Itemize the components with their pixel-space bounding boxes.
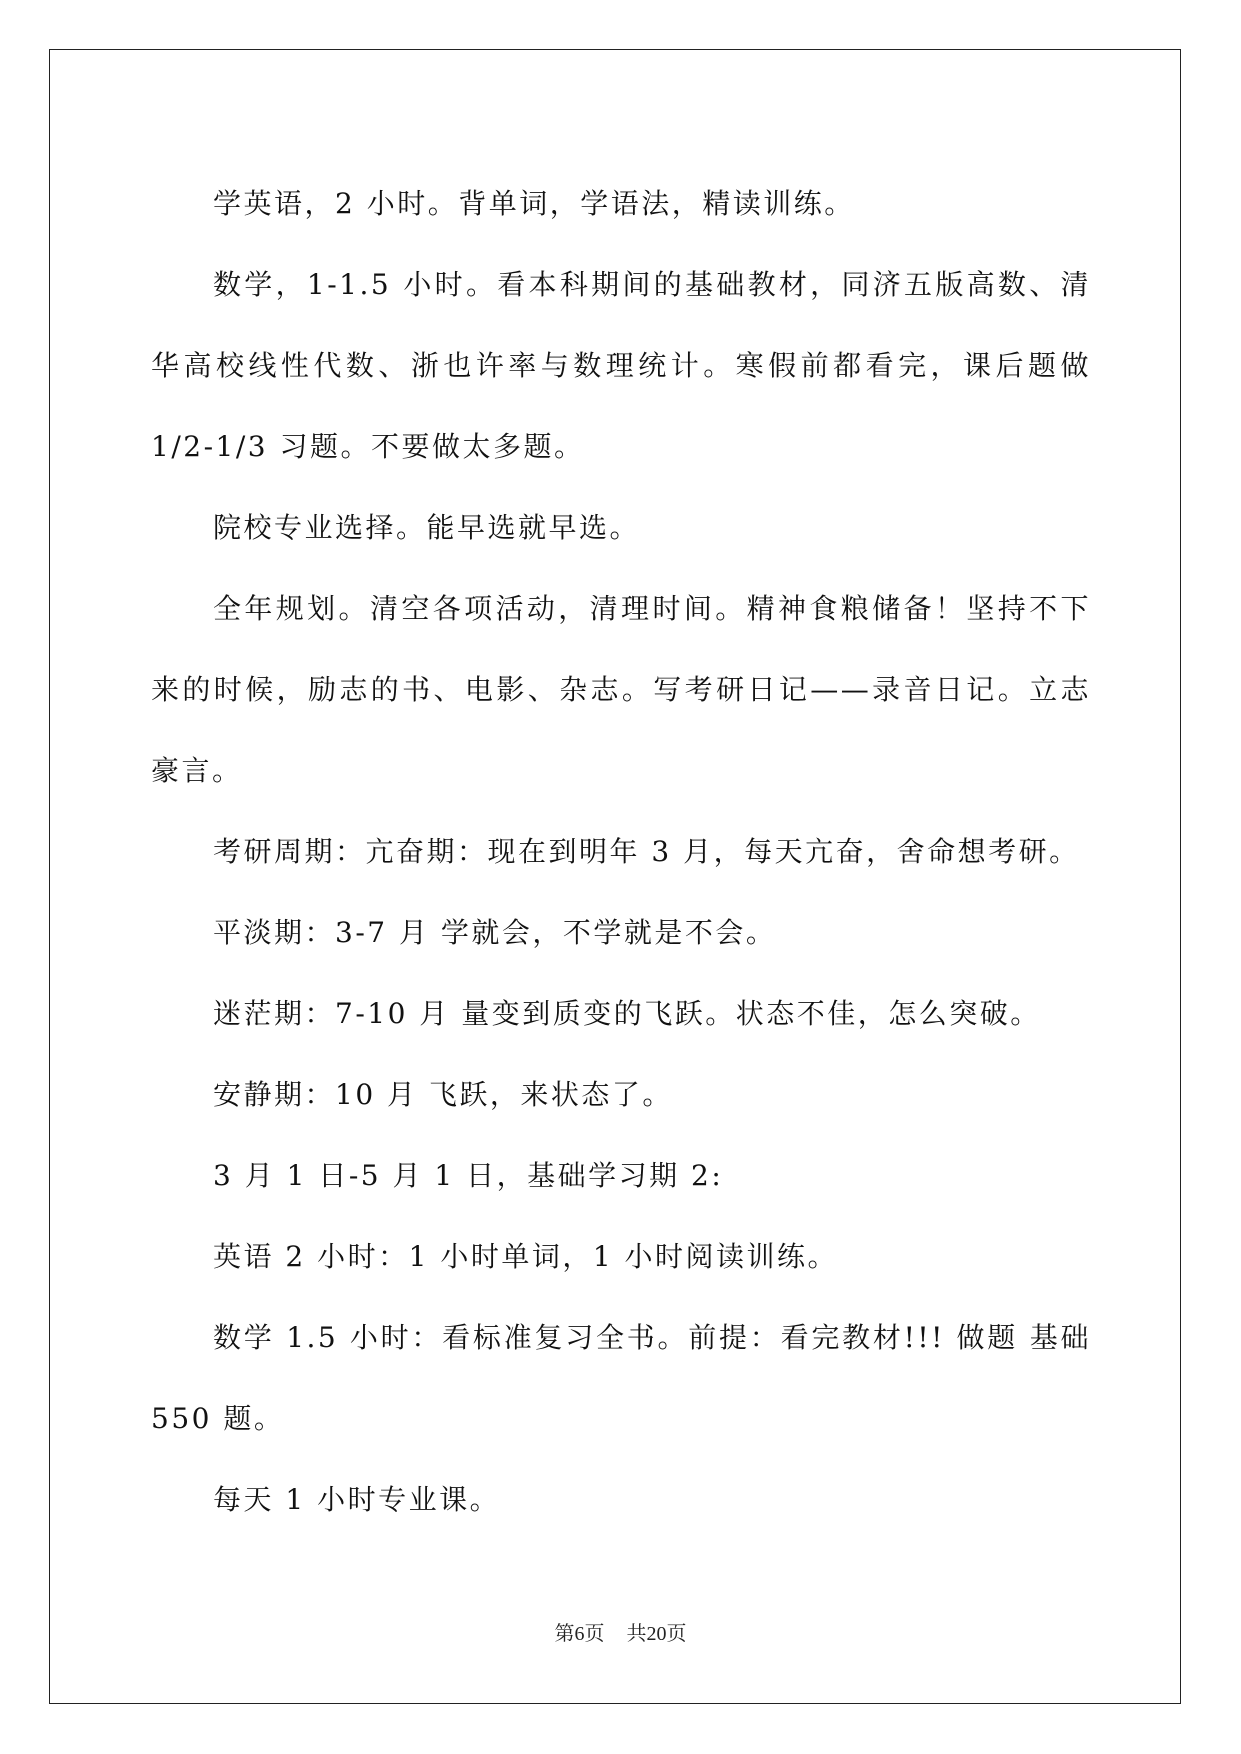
paragraph-cycle-quiet: 安静期：10 月 飞跃，来状态了。 xyxy=(213,1078,673,1111)
paragraph-cycle-confused: 迷茫期：7-10 月 量变到质变的飞跃。状态不佳，怎么突破。 xyxy=(213,997,1041,1030)
paragraph-english-study: 学英语，2 小时。背单词，学语法，精读训练。 xyxy=(213,187,855,220)
paragraph-year-plan: 全年规划。清空各项活动，清理时间。精神食粮储备！坚持不下来的时候，励志的书、电影、杂志。写考研日记——录音日记。立志豪言。 xyxy=(151,592,1091,787)
paragraph-school-choice: 院校专业选择。能早选就早选。 xyxy=(213,511,641,544)
page-number: 第6页 xyxy=(554,1623,605,1645)
paragraph-cycle-calm: 平淡期：3-7 月 学就会，不学就是不会。 xyxy=(213,916,777,949)
document-body xyxy=(151,163,1103,1540)
paragraph-cycle-excited: 考研周期：亢奋期：现在到明年 3 月，每天亢奋，舍命想考研。 xyxy=(213,835,1080,868)
paragraph-math-study: 数学，1-1.5 小时。看本科期间的基础教材，同济五版高数、清华高校线性代数、浙也许率与数理统计。寒假前都看完，课后题做 1/2-1/3 习题。不要做太多题。 xyxy=(151,268,1103,463)
page-footer xyxy=(0,1617,1241,1646)
paragraph-math-hours: 数学 1.5 小时：看标准复习全书。前提：看完教材!!! 做题 基础 550 题。 xyxy=(151,1321,1103,1435)
paragraph-major-course: 每天 1 小时专业课。 xyxy=(213,1483,501,1516)
paragraph-english-hours: 英语 2 小时：1 小时单词，1 小时阅读训练。 xyxy=(213,1240,839,1273)
paragraph-basic-period-2: 3 月 1 日-5 月 1 日，基础学习期 2: xyxy=(213,1159,724,1192)
page-total: 共20页 xyxy=(626,1623,687,1645)
